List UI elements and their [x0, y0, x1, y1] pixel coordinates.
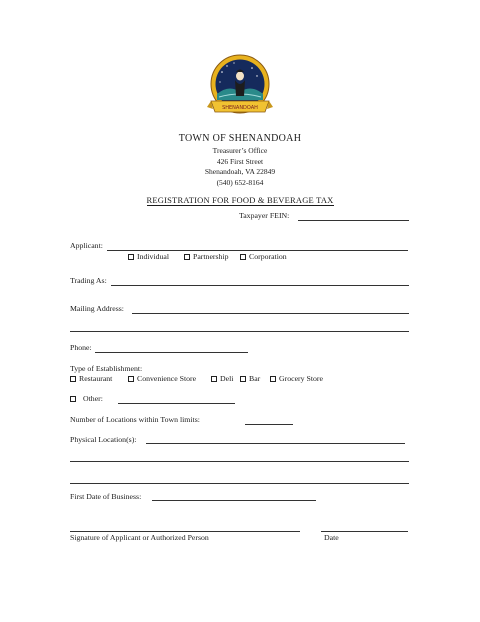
checkbox-box[interactable]	[270, 376, 276, 382]
mailing-address-input-line-2[interactable]	[70, 331, 409, 332]
checkbox-label: Other:	[83, 394, 103, 403]
phone-input-line[interactable]	[95, 352, 248, 353]
fein-input-line[interactable]	[298, 220, 409, 221]
applicant-input-line[interactable]	[107, 250, 408, 251]
checkbox-restaurant[interactable]	[70, 374, 112, 383]
checkbox-box[interactable]	[128, 254, 134, 260]
checkbox-box[interactable]	[184, 254, 190, 260]
checkbox-bar[interactable]	[240, 374, 260, 383]
checkbox-box[interactable]	[70, 376, 76, 382]
mailing-address-label: Mailing Address:	[70, 304, 124, 313]
office-street: 426 First Street	[216, 156, 264, 166]
checkbox-label: Restaurant	[79, 374, 113, 383]
checkbox-convenience-store[interactable]	[128, 374, 196, 383]
town-name: TOWN OF SHENANDOAH	[178, 133, 302, 144]
trading-as-input-line[interactable]	[111, 285, 409, 286]
physical-location-label: Physical Location(s):	[70, 435, 137, 444]
checkbox-other[interactable]	[70, 394, 103, 403]
date-label: Date	[324, 533, 339, 542]
establishment-label: Type of Establishment:	[70, 364, 143, 373]
phone-label: Phone:	[70, 343, 92, 352]
checkbox-box[interactable]	[240, 376, 246, 382]
checkbox-partnership[interactable]	[184, 252, 229, 261]
checkbox-deli[interactable]	[211, 374, 233, 383]
checkbox-corporation[interactable]	[240, 252, 287, 261]
checkbox-box[interactable]	[128, 376, 134, 382]
town-seal-logo	[207, 54, 273, 122]
date-input-line[interactable]	[321, 531, 408, 532]
physical-location-input-line-2[interactable]	[70, 461, 409, 462]
physical-location-input-line[interactable]	[146, 443, 405, 444]
checkbox-label: Grocery Store	[279, 374, 323, 383]
checkbox-box[interactable]	[240, 254, 246, 260]
checkbox-box[interactable]	[211, 376, 217, 382]
seal-ribbon-text: SHENANDOAH	[222, 105, 258, 111]
signature-label: Signature of Applicant or Authorized Person	[70, 533, 209, 542]
signature-input-line[interactable]	[70, 531, 300, 532]
office-city: Shenandoah, VA 22849	[204, 167, 276, 176]
checkbox-grocery-store[interactable]	[270, 374, 323, 383]
form-title	[0, 195, 480, 205]
mailing-address-input-line[interactable]	[132, 313, 409, 314]
locations-label: Number of Locations within Town limits:	[70, 415, 200, 424]
first-date-input-line[interactable]	[152, 500, 316, 501]
fein-label: Taxpayer FEIN:	[239, 211, 290, 220]
office-phone: (540) 652-8164	[216, 177, 264, 187]
physical-location-input-line-3[interactable]	[70, 483, 409, 484]
checkbox-box[interactable]	[70, 396, 76, 402]
checkbox-individual[interactable]	[128, 252, 169, 261]
checkbox-label: Individual	[137, 252, 170, 261]
first-date-label: First Date of Business:	[70, 492, 142, 501]
checkbox-label: Convenience Store	[137, 374, 197, 383]
other-input-line[interactable]	[118, 403, 235, 404]
form-title-text: REGISTRATION FOR FOOD & BEVERAGE TAX	[146, 195, 334, 205]
checkbox-label: Partnership	[193, 252, 229, 261]
applicant-label: Applicant:	[70, 241, 103, 250]
locations-input-line[interactable]	[245, 424, 293, 425]
checkbox-label: Deli	[220, 374, 234, 383]
office-name: Treasurer’s Office	[212, 146, 268, 155]
checkbox-label: Corporation	[249, 252, 287, 261]
trading-as-label: Trading As:	[70, 276, 107, 285]
checkbox-label: Bar	[249, 374, 261, 383]
